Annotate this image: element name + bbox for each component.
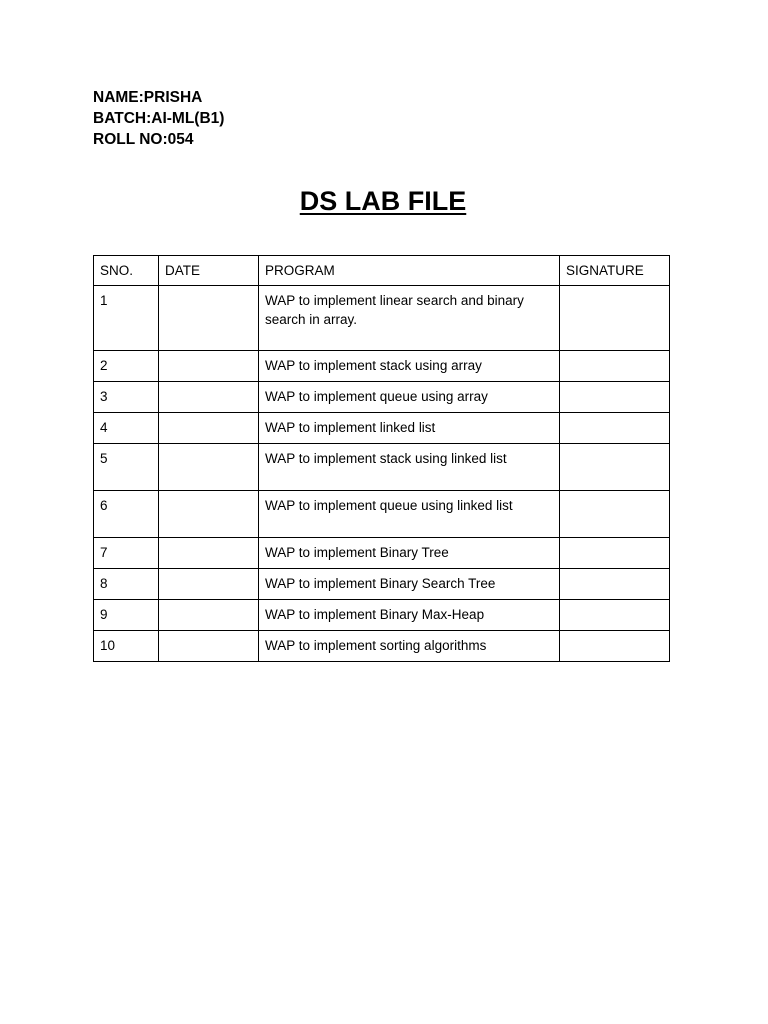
student-batch: BATCH:AI-ML(B1) [93,110,225,127]
table-row [94,351,670,382]
student-name: NAME:PRISHA [93,89,203,106]
sno-cell: 3 [94,382,159,413]
document-title: DS LAB FILE [299,186,467,216]
sno-cell: 2 [94,351,159,382]
signature-cell [560,286,670,351]
date-cell [159,382,259,413]
program-cell: WAP to implement linked list [259,413,560,444]
program-cell: WAP to implement queue using array [259,382,560,413]
sno-cell: 10 [94,631,159,662]
signature-cell [560,382,670,413]
program-cell: WAP to implement sorting algorithms [259,631,560,662]
column-header-signature: SIGNATURE [560,256,670,286]
table-row [94,491,670,538]
signature-cell [560,600,670,631]
date-cell [159,413,259,444]
signature-cell [560,351,670,382]
program-cell: WAP to implement Binary Search Tree [259,569,560,600]
student-info [93,87,224,150]
program-cell: WAP to implement stack using linked list [259,444,560,491]
date-cell [159,351,259,382]
signature-cell [560,538,670,569]
sno-cell: 6 [94,491,159,538]
sno-cell: 4 [94,413,159,444]
date-cell [159,631,259,662]
program-cell: WAP to implement Binary Tree [259,538,560,569]
sno-cell: 5 [94,444,159,491]
table-row [94,286,670,351]
signature-cell [560,631,670,662]
table-row [94,538,670,569]
column-header-sno: SNO. [94,256,159,286]
signature-cell [560,491,670,538]
signature-cell [560,569,670,600]
table-row [94,444,670,491]
sno-cell: 1 [94,286,159,351]
signature-cell [560,413,670,444]
table-row [94,382,670,413]
program-cell: WAP to implement linear search and binary search in array. [259,286,560,351]
column-header-program: PROGRAM [259,256,560,286]
date-cell [159,444,259,491]
date-cell [159,286,259,351]
program-cell: WAP to implement stack using array [259,351,560,382]
table-header-row [94,256,670,286]
program-cell: WAP to implement queue using linked list [259,491,560,538]
date-cell [159,491,259,538]
program-cell: WAP to implement Binary Max-Heap [259,600,560,631]
table-row [94,631,670,662]
sno-cell: 7 [94,538,159,569]
table-row [94,569,670,600]
student-roll-number: ROLL NO:054 [93,131,194,148]
sno-cell: 9 [94,600,159,631]
program-table [93,255,670,662]
signature-cell [560,444,670,491]
sno-cell: 8 [94,569,159,600]
date-cell [159,600,259,631]
date-cell [159,538,259,569]
column-header-date: DATE [159,256,259,286]
table-row [94,413,670,444]
table-row [94,600,670,631]
date-cell [159,569,259,600]
